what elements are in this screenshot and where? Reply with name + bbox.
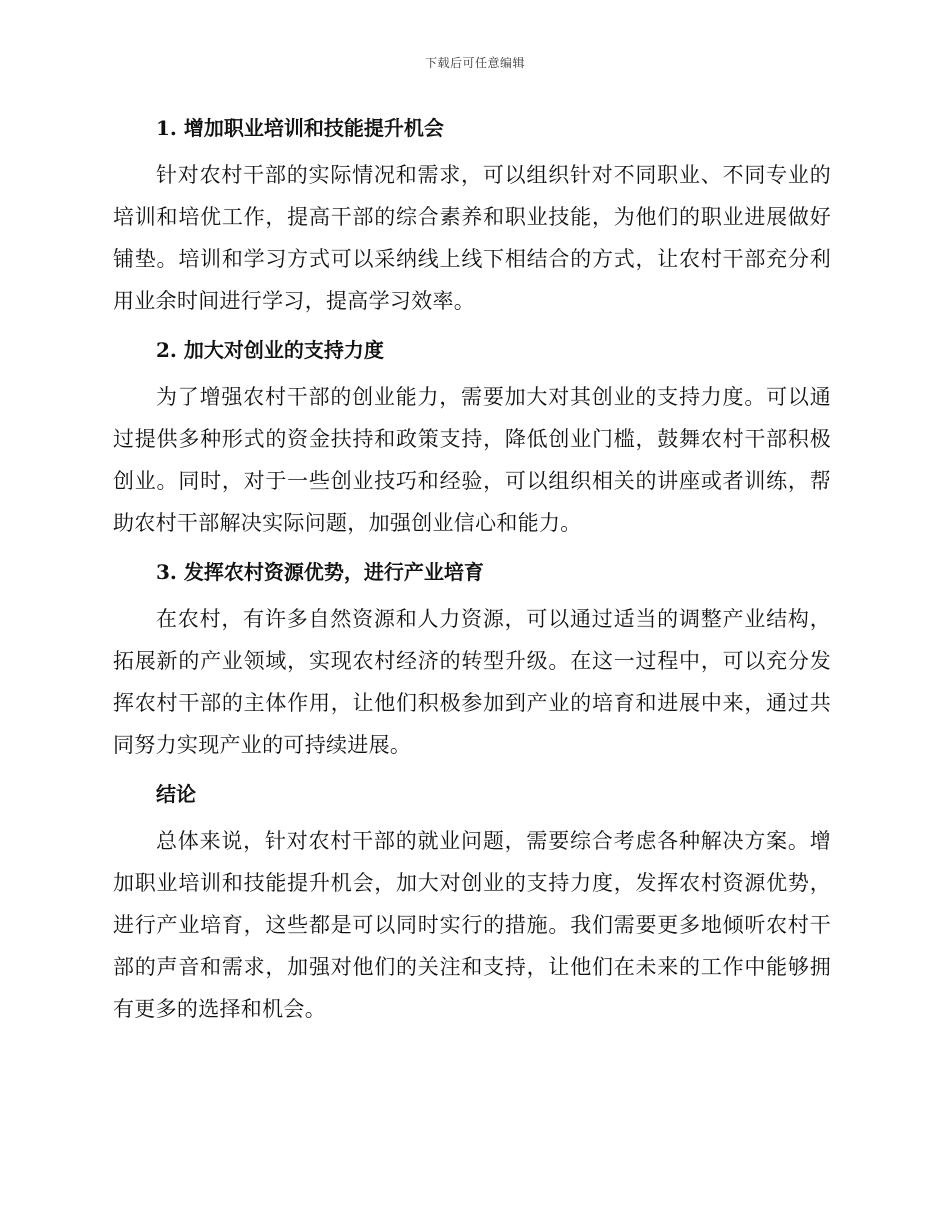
section-paragraph-1: 针对农村干部的实际情况和需求，可以组织针对不同职业、不同专业的培训和培优工作，提高干部的综合素养和职业技能，为他们的职业进展做好铺垫。培训和学习方式可以采纳线上线下相结合的方式，让农村干部充分利用业余时间进行学习，提高学习效率。 [113,163,831,313]
conclusion-paragraph: 总体来说，针对农村干部的就业问题，需要综合考虑各种解决方案。增加职业培训和技能提升机会，加大对创业的支持力度，发挥农村资源优势，进行产业培育，这些都是可以同时实行的措施。我们需要更多地倾听农村干部的声音和需求，加强对他们的关注和支持，让他们在未来的工作中能够拥有更多的选择和机会。 [113,829,831,1021]
document-body [113,110,831,1030]
section-paragraph-2: 为了增强农村干部的创业能力，需要加大对其创业的支持力度。可以通过提供多种形式的资金扶持和政策支持，降低创业门槛，鼓舞农村干部积极创业。同时，对于一些创业技巧和经验，可以组织相关的讲座或者训练，帮助农村干部解决实际问题，加强创业信心和能力。 [113,385,831,535]
section-heading-1: 1. 增加职业培训和技能提升机会 [156,116,444,140]
header-note: 下载后可任意编辑 [424,56,525,70]
conclusion-heading: 结论 [156,782,196,806]
section-heading-3: 3. 发挥农村资源优势，进行产业培育 [156,560,484,584]
section-paragraph-3: 在农村，有许多自然资源和人力资源，可以通过适当的调整产业结构，拓展新的产业领域，实现农村经济的转型升级。在这一过程中，可以充分发挥农村干部的主体作用，让他们积极参加到产业的培育和进展中来，通过共同努力实现产业的可持续进展。 [113,607,831,757]
section-heading-2: 2. 加大对创业的支持力度 [156,338,384,362]
